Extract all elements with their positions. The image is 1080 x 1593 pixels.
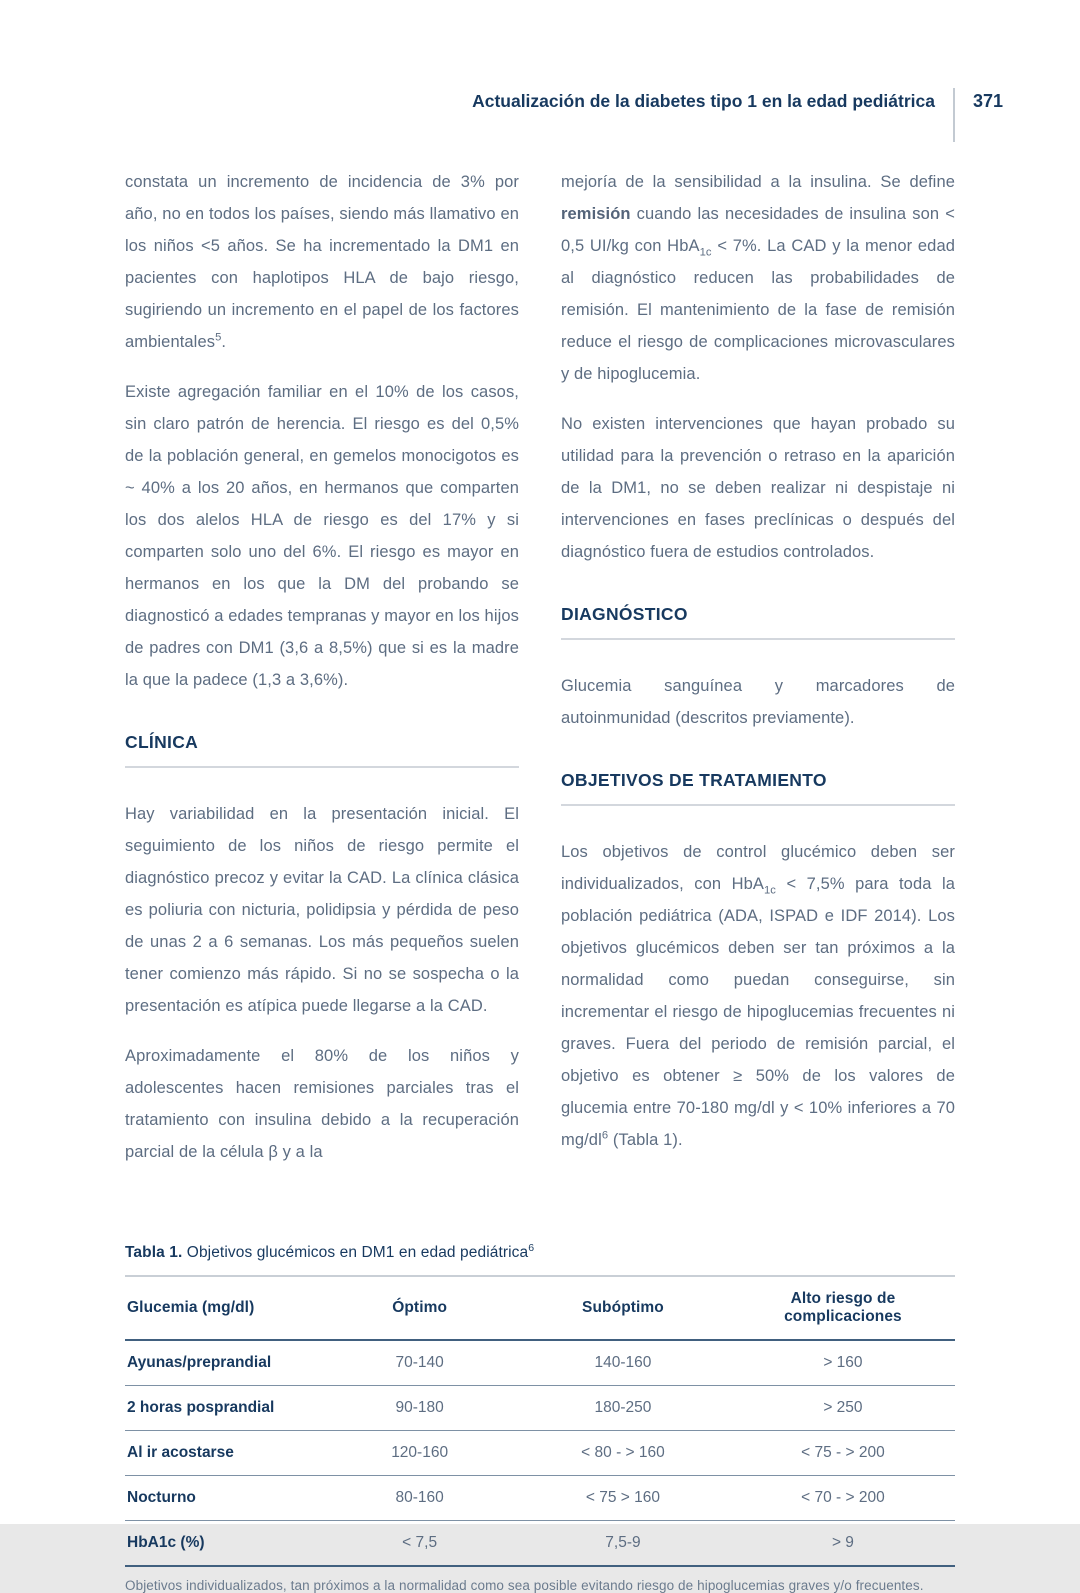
column-header: Óptimo	[392, 1299, 448, 1316]
body-columns	[0, 142, 1080, 1186]
table-block	[0, 1241, 1080, 1593]
row-label: HbA1c (%)	[127, 1534, 205, 1551]
row-value: 80-160	[395, 1489, 444, 1506]
right-column	[561, 166, 955, 1186]
row-value: < 75 - > 200	[801, 1444, 885, 1461]
row-value: 180-250	[594, 1399, 652, 1416]
section-heading-clinica: CLÍNICA	[125, 732, 519, 768]
paragraph: No existen intervenciones que hayan probado su utilidad para la prevención o retraso en la aparición de la DM1, no se deben realizar ni despistaje ni intervenciones en fases preclínicas o después del diagnóstico fuera de estudios controlados.	[561, 415, 955, 561]
article-title: Actualización de la diabetes tipo 1 en la edad pediátrica	[472, 91, 935, 111]
row-value: 90-180	[395, 1399, 444, 1416]
paragraph: constata un incremento de incidencia de 3% por año, no en todos los países, siendo más llamativo en los niños <5 años. Se ha incrementado la DM1 en pacientes con haplotipos HLA de bajo riesgo, sugiriendo un incremento en el papel de los factores ambientales$^5$.	[125, 173, 519, 351]
table-row	[125, 1476, 955, 1521]
table-row	[125, 1521, 955, 1567]
table-header-row	[125, 1276, 955, 1340]
row-value: < 70 - > 200	[801, 1489, 885, 1506]
paragraph: Los objetivos de control glucémico deben ser individualizados, con HbA$_{1c}$ < 7,5% para toda la población pediátrica (ADA, ISPAD e IDF 2014). Los objetivos glucémicos deben ser tan próximos a la normalidad como puedan conseguirse, sin incrementar el riesgo de hipoglucemias frecuentes ni graves. Fuera del periodo de remisión parcial, el objetivo es obtener ≥ 50% de los valores de glucemia entre 70-180 mg/dl y < 10% inferiores a 70 $mg/dl^6$ (Tabla 1).	[561, 843, 955, 1149]
paragraph: Existe agregación familiar en el 10% de los casos, sin claro patrón de herencia. El riesgo es del 0,5% de la población general, en gemelos monocigotos es ~ 40% a los 20 años, en hermanos que comparten los dos alelos HLA de riesgo es del 17% y si comparten solo uno del 6%. El riesgo es mayor en hermanos en los que la DM del probando se diagnosticó a edades tempranas y mayor en los hijos de padres con DM1 (3,6 a 8,5%) que si es la madre la que la padece (1,3 a 3,6%).	[125, 383, 519, 689]
table-row	[125, 1340, 955, 1386]
running-head	[0, 0, 1080, 142]
column-header: Glucemia (mg/dl)	[127, 1299, 255, 1316]
column-header: Alto riesgo de complicaciones	[784, 1290, 902, 1325]
column-header: Subóptimo	[582, 1299, 664, 1316]
row-label: 2 horas posprandial	[127, 1399, 275, 1416]
row-value: > 250	[823, 1399, 863, 1416]
row-label: Al ir acostarse	[127, 1444, 234, 1461]
table-row	[125, 1386, 955, 1431]
paragraph: Aproximadamente el 80% de los niños y adolescentes hacen remisiones parciales tras el tratamiento con insulina debido a la recuperación parcial de la célula β y a la	[125, 1047, 519, 1161]
row-value: 120-160	[391, 1444, 449, 1461]
glycemic-table-body	[125, 1340, 955, 1566]
table-footnote: Objetivos individualizados, tan próximos a la normalidad como sea posible evitando riesgo de hipoglucemias graves y/o frecuentes.	[125, 1578, 924, 1593]
paragraph: Hay variabilidad en la presentación inicial. El seguimiento de los niños de riesgo permite el diagnóstico precoz y evitar la CAD. La clínica clásica es poliuria con nicturia, polidipsia y pérdida de peso de unas 2 a 6 semanas. Los más pequeños suelen tener comienzo más rápido. Si no se sospecha o la presentación es atípica puede llegarse a la CAD.	[125, 805, 519, 1015]
paragraph: mejoría de la sensibilidad a la insulina. Se define remisión cuando las necesidades de insulina son < 0,5 UI/kg con HbA$_{1c}$ < 7%. La CAD y la menor edad al diagnóstico reducen las probabilidades de remisión. El mantenimiento de la fase de remisión reduce el riesgo de complicaciones microvasculares y de hipoglucemia.	[561, 173, 955, 383]
row-value: < 80 - > 160	[581, 1444, 665, 1461]
table-row	[125, 1431, 955, 1476]
row-value: 70-140	[395, 1354, 444, 1371]
row-value: > 9	[831, 1534, 854, 1551]
left-column	[125, 166, 519, 1186]
section-heading-objetivos: OBJETIVOS DE TRATAMIENTO	[561, 770, 955, 806]
row-label: Nocturno	[127, 1489, 196, 1506]
row-value: 7,5-9	[605, 1534, 641, 1551]
row-value: < 7,5	[402, 1534, 438, 1551]
row-value: < 75 > 160	[585, 1489, 661, 1506]
row-value: 140-160	[594, 1354, 652, 1371]
section-heading-diagnostico: DIAGNÓSTICO	[561, 604, 955, 640]
paragraph: Glucemia sanguínea y marcadores de autoinmunidad (descritos previamente).	[561, 677, 955, 727]
table-title: Tabla 1. Objetivos glucémicos en DM1 en edad pediátrica$^6$	[125, 1241, 535, 1261]
row-value: > 160	[823, 1354, 863, 1371]
page-number: 371	[973, 91, 1004, 111]
row-label: Ayunas/preprandial	[127, 1354, 272, 1371]
header-divider	[953, 88, 955, 142]
glycemic-targets-table	[125, 1275, 955, 1567]
